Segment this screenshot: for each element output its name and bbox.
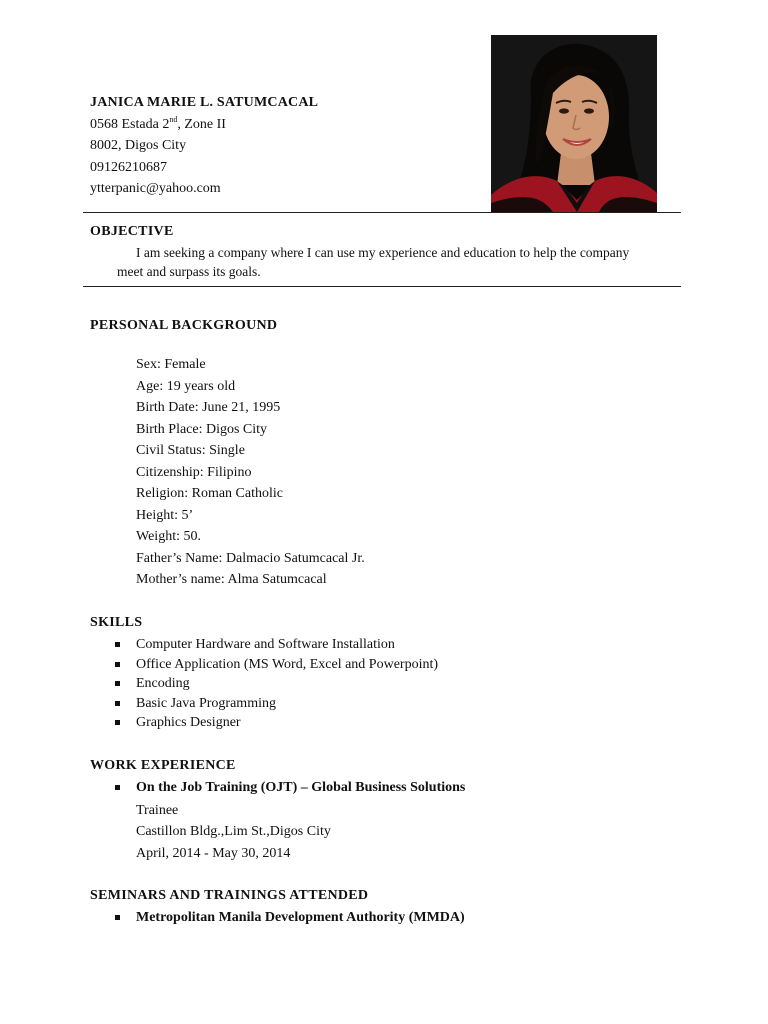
ordinal-suffix: nd xyxy=(169,114,178,124)
personal-item: Age: 19 years old xyxy=(136,378,236,394)
work-list xyxy=(113,778,465,798)
applicant-photo xyxy=(491,35,657,212)
skill-item: Basic Java Programming xyxy=(113,694,438,714)
objective-section xyxy=(90,222,650,281)
personal-background-section xyxy=(90,318,365,591)
job-details xyxy=(136,800,465,865)
job-dates: April, 2014 - May 30, 2014 xyxy=(136,845,291,861)
personal-item: Citizenship: Filipino xyxy=(136,464,252,480)
skills-section xyxy=(90,615,438,733)
job-title: On the Job Training (OJT) – Global Business Solutions xyxy=(113,778,465,798)
seminar-item: Metropolitan Manila Development Authority (MMDA) xyxy=(113,908,465,928)
personal-item: Mother’s name: Alma Satumcacal xyxy=(136,572,327,587)
skill-item: Office Application (MS Word, Excel and Powerpoint) xyxy=(113,655,438,675)
address-street: 0568 Estada 2 xyxy=(90,116,170,132)
job-location: Castillon Bldg.,Lim St.,Digos City xyxy=(136,824,331,839)
applicant-name: JANICA MARIE L. SATUMCACAL xyxy=(90,95,319,110)
personal-item: Civil Status: Single xyxy=(136,443,245,458)
skill-item: Graphics Designer xyxy=(113,713,438,733)
objective-text: I am seeking a company where I can use my experience and education to help the company meet and surpass its goals. xyxy=(117,245,630,279)
divider-bottom xyxy=(83,286,681,287)
seminars-heading: SEMINARS AND TRAININGS ATTENDED xyxy=(90,888,369,903)
personal-background-heading: PERSONAL BACKGROUND xyxy=(90,318,278,333)
seminars-section xyxy=(90,888,465,928)
contact-block xyxy=(90,92,318,200)
job-position: Trainee xyxy=(136,802,179,818)
work-experience-heading: WORK EXPERIENCE xyxy=(90,758,236,773)
address-line-1 xyxy=(90,114,318,136)
objective-heading: OBJECTIVE xyxy=(90,224,174,239)
personal-item: Religion: Roman Catholic xyxy=(136,486,283,501)
work-experience-section xyxy=(90,758,465,864)
personal-item: Birth Date: June 21, 1995 xyxy=(136,400,281,415)
personal-details-list xyxy=(136,354,365,591)
address-line-2: 8002, Digos City xyxy=(90,138,187,153)
email-address: ytterpanic@yahoo.com xyxy=(90,181,221,196)
skill-item: Computer Hardware and Software Installation xyxy=(113,635,438,655)
personal-item: Birth Place: Digos City xyxy=(136,421,268,437)
phone-number: 09126210687 xyxy=(90,159,167,175)
skills-list xyxy=(113,635,438,733)
address-zone: , Zone II xyxy=(177,116,226,132)
divider-top xyxy=(83,212,681,213)
skills-heading: SKILLS xyxy=(90,615,143,630)
skill-item: Encoding xyxy=(113,674,438,694)
seminars-list xyxy=(113,908,465,928)
personal-item: Weight: 50. xyxy=(136,529,201,544)
personal-item: Father’s Name: Dalmacio Satumcacal Jr. xyxy=(136,550,365,566)
personal-item: Sex: Female xyxy=(136,357,206,372)
personal-item: Height: 5’ xyxy=(136,507,194,523)
